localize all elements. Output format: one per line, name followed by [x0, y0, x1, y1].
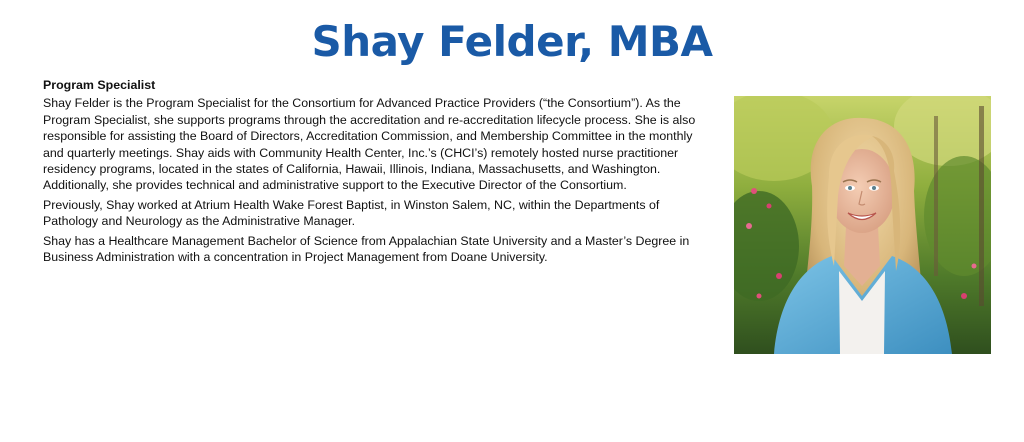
- page-title: Shay Felder, MBA: [311, 17, 713, 66]
- bio-paragraph-1: Shay Felder is the Program Specialist for the Consortium for Advanced Practice Providers (“the Consortium”). As the Program Specialist, she supports programs through the accreditation and re-accreditation lifecycle process. She is also responsible for assisting the Board of Directors, Accreditation Commission, and Membership Committee in the monthly and quarterly meetings. Shay aids with Community Health Center, Inc.’s (CHCI’s) remotely hosted nurse practitioner residency programs, located in the states of California, Hawaii, Illinois, Indiana, Massachusetts, and Washington. Additionally, she provides technical and administrative support to the Executive Director of the Consortium.: [43, 96, 696, 193]
- role-heading: Program Specialist: [43, 78, 156, 92]
- bio-content: [43, 77, 698, 268]
- bio-paragraph-3: Shay has a Healthcare Management Bachelor of Science from Appalachian State University and a Master’s Degree in Business Administration with a concentration in Project Management from Doane University.: [43, 233, 690, 265]
- bio-paragraph-2: Previously, Shay worked at Atrium Health Wake Forest Baptist, in Winston Salem, NC, within the Departments of Pathology and Neurology as the Administrative Manager.: [43, 197, 660, 229]
- portrait-photo: [734, 96, 991, 354]
